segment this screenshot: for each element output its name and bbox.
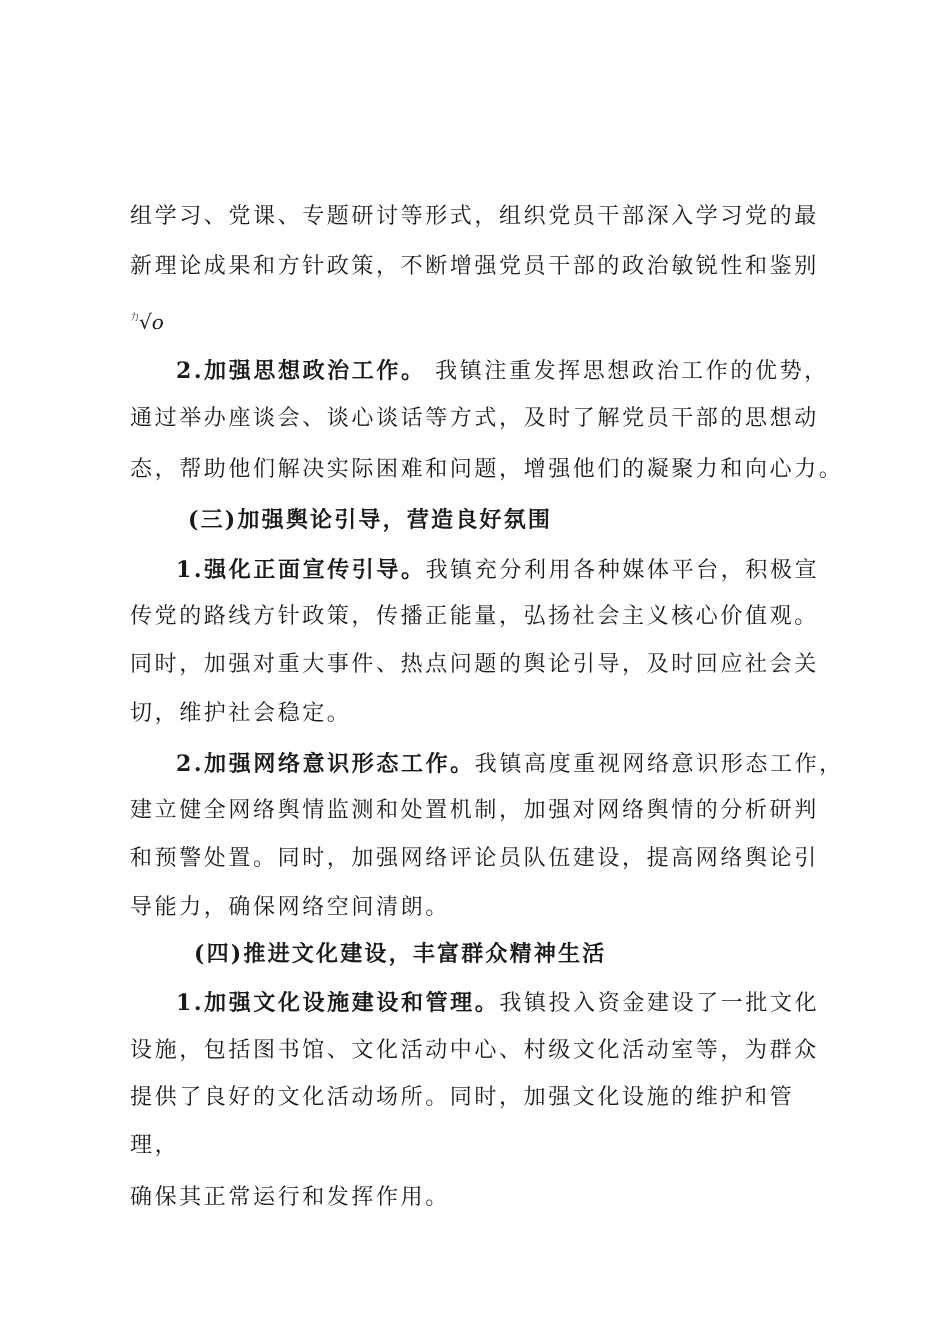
- garbled-suffix: √o: [139, 310, 164, 334]
- s4-item1-line-4: 理，: [130, 1133, 180, 1158]
- section-4-heading: (四)推进文化建设，丰富群众精神生活: [194, 941, 607, 967]
- s3-item2-line-2: 建立健全网络舆情监测和处置机制，加强对网络舆情的分析研判: [130, 798, 819, 823]
- s4-item1-text: 我镇投入资金建设了一批文化: [499, 991, 820, 1016]
- s3-item2-lead: 2.加强网络意识形态工作。: [176, 751, 475, 777]
- s3-item1-text: 我镇充分利用各种媒体平台，积极宣: [425, 558, 820, 583]
- intro-line-1: 组学习、党课、专题研讨等形式，组织党员干部深入学习党的最: [130, 204, 819, 229]
- s4-item1-line-5: 确保其正常运行和发挥作用。: [130, 1185, 450, 1210]
- thought-item-text: 我镇注重发挥思想政治工作的优势，: [425, 359, 829, 384]
- s3-item2-line-4: 导能力，确保网络空间清朗。: [130, 895, 450, 920]
- s3-item1-line-3: 同时，加强对重大事件、热点问题的舆论引导，及时回应社会关: [130, 652, 819, 677]
- intro-garbled-fragment: [130, 306, 164, 334]
- s3-item1-line-1: [176, 556, 819, 585]
- garbled-prefix: 力: [130, 313, 140, 323]
- s3-item1-line-2: 传党的路线方针政策，传播正能量，弘扬社会主义核心价值观。: [130, 604, 819, 629]
- thought-item-line-1: [176, 357, 829, 386]
- thought-item-lead: 2.加强思想政治工作。: [176, 358, 426, 384]
- intro-line-2: 新理论成果和方针政策，不断增强党员干部的政治敏锐性和鉴别: [130, 254, 819, 279]
- section-3-heading: (三)加强舆论引导，营造良好氛围: [188, 507, 553, 533]
- s3-item2-line-3: 和预警处置。同时，加强网络评论员队伍建设，提高网络舆论引: [130, 846, 819, 871]
- thought-item-line-3: 态，帮助他们解决实际困难和问题，增强他们的凝聚力和向心力。: [130, 457, 844, 482]
- s3-item2-text: 我镇高度重视网络意识形态工作，: [474, 752, 844, 777]
- s4-item1-line-3: 提供了良好的文化活动场所。同时，加强文化设施的维护和管: [130, 1085, 795, 1110]
- thought-item-line-2: 通过举办座谈会、谈心谈话等方式，及时了解党员干部的思想动: [130, 406, 819, 431]
- s3-item2-line-1: [176, 750, 844, 779]
- s4-item1-line-2: 设施，包括图书馆、文化活动中心、村级文化活动室等，为群众: [130, 1038, 819, 1063]
- s4-item1-lead: 1.加强文化设施建设和管理。: [176, 990, 500, 1016]
- s3-item1-lead: 1.强化正面宣传引导。: [176, 557, 426, 583]
- s3-item1-line-4: 切，维护社会稳定。: [130, 701, 352, 726]
- s4-item1-line-1: [176, 989, 819, 1018]
